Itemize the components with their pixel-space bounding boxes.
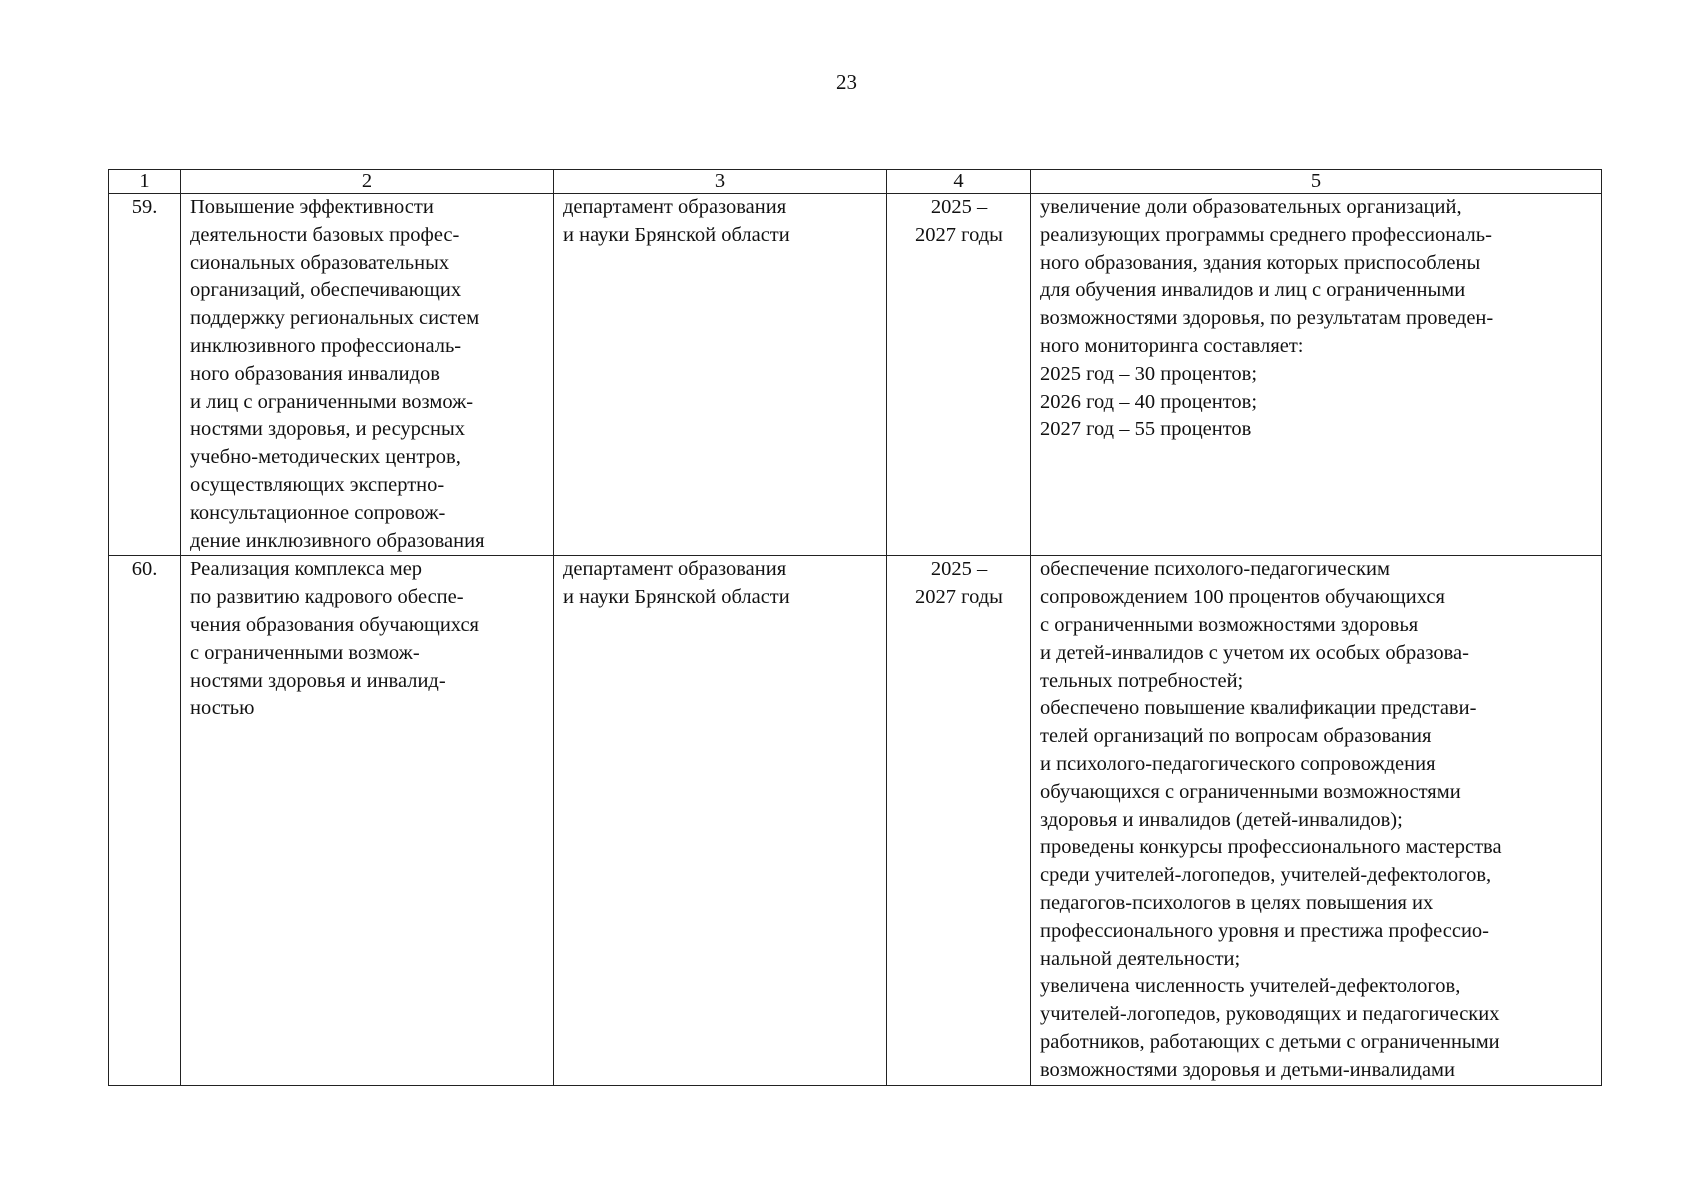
- measure-line: сиональных образовательных: [190, 251, 450, 274]
- measure-line: по развитию кадрового обеспе-: [190, 586, 464, 609]
- column-header: 4: [887, 170, 1031, 194]
- result-line: сопровождением 100 процентов обучающихся: [1040, 586, 1445, 609]
- result-line: ного мониторинга составляет:: [1040, 334, 1304, 357]
- result-line: обеспечение психолого-педагогическим: [1040, 558, 1390, 581]
- executor-line: департамент образования: [563, 196, 787, 218]
- result-cell: [1031, 194, 1602, 556]
- term-cell: [887, 556, 1031, 1085]
- result-line: возможностями здоровья, по результатам проведен-: [1040, 307, 1494, 330]
- measure-line: инклюзивного профессиональ-: [190, 334, 462, 357]
- result-line: ного образования, здания которых приспособлены: [1040, 251, 1481, 274]
- result-line: возможностями здоровья и детьми-инвалидами: [1040, 1058, 1455, 1081]
- measures-table: [108, 169, 1602, 1086]
- column-header: 2: [181, 170, 554, 194]
- measure-line: ностью: [190, 697, 255, 720]
- measure-line: Повышение эффективности: [190, 196, 434, 218]
- result-line: работников, работающих с детьми с ограниченными: [1040, 1030, 1500, 1053]
- column-header: 1: [109, 170, 181, 194]
- result-line: для обучения инвалидов и лиц с ограниченными: [1040, 279, 1466, 302]
- result-line: увеличена численность учителей-дефектологов,: [1040, 975, 1461, 998]
- result-line: обучающихся с ограниченными возможностями: [1040, 780, 1461, 803]
- executor-cell: [554, 556, 887, 1085]
- measure-line: чения образования обучающихся: [190, 613, 479, 636]
- result-line: профессионального уровня и престижа профессио-: [1040, 919, 1490, 942]
- measure-line: Реализация комплекса мер: [190, 558, 423, 581]
- result-line: здоровья и инвалидов (детей-инвалидов);: [1040, 808, 1403, 831]
- measure-line: организаций, обеспечивающих: [190, 279, 462, 302]
- result-line: и психолого-педагогического сопровождения: [1040, 752, 1436, 775]
- measure-line: дение инклюзивного образования: [190, 529, 485, 552]
- result-cell: [1031, 556, 1602, 1085]
- measure-line: с ограниченными возмож-: [190, 641, 420, 664]
- result-line: нальной деятельности;: [1040, 947, 1241, 970]
- result-line: с ограниченными возможностями здоровья: [1040, 613, 1419, 636]
- column-header: 5: [1031, 170, 1602, 194]
- result-line: и детей-инвалидов с учетом их особых образова-: [1040, 641, 1469, 664]
- result-line: проведены конкурсы профессионального мастерства: [1040, 836, 1502, 859]
- result-line: телей организаций по вопросам образования: [1040, 725, 1432, 748]
- result-line: среди учителей-логопедов, учителей-дефектологов,: [1040, 864, 1492, 887]
- term-cell: [887, 194, 1031, 556]
- measure-line: консультационное сопровож-: [190, 501, 446, 524]
- result-line: учителей-логопедов, руководящих и педагогических: [1040, 1003, 1500, 1026]
- result-line: обеспечено повышение квалификации представи-: [1040, 697, 1477, 720]
- measure-line: учебно-методических центров,: [190, 446, 461, 469]
- table-row: [109, 556, 1602, 1085]
- executor-line: и науки Брянской области: [563, 223, 790, 246]
- measure-line: ностями здоровья и инвалид-: [190, 669, 446, 692]
- measure-cell: [181, 556, 554, 1085]
- executor-line: департамент образования: [563, 558, 787, 581]
- measure-cell: [181, 194, 554, 556]
- measure-line: поддержку региональных систем: [190, 307, 480, 330]
- measure-line: ностями здоровья, и ресурсных: [190, 418, 466, 441]
- result-line: тельных потребностей;: [1040, 669, 1244, 692]
- term-line: 2025 –: [930, 196, 988, 218]
- measure-line: ного образования инвалидов: [190, 362, 440, 385]
- measure-line: и лиц с ограниченными возмож-: [190, 390, 474, 413]
- term-line: 2027 годы: [915, 223, 1003, 246]
- result-line: педагогов-психологов в целях повышения их: [1040, 891, 1434, 914]
- result-line: 2027 год – 55 процентов: [1040, 418, 1252, 441]
- measure-line: деятельности базовых профес-: [190, 223, 460, 246]
- page-number: 23: [836, 70, 857, 94]
- term-line: 2027 годы: [915, 586, 1003, 609]
- column-header: 3: [554, 170, 887, 194]
- result-line: 2025 год – 30 процентов;: [1040, 362, 1258, 385]
- executor-line: и науки Брянской области: [563, 586, 790, 609]
- result-line: увеличение доли образовательных организаций,: [1040, 196, 1462, 218]
- result-line: 2026 год – 40 процентов;: [1040, 390, 1258, 413]
- table-header-row: [109, 170, 1602, 194]
- executor-cell: [554, 194, 887, 556]
- table-row: [109, 194, 1602, 556]
- row-number: 59.: [109, 194, 181, 556]
- term-line: 2025 –: [930, 558, 988, 581]
- row-number: 60.: [109, 556, 181, 1085]
- measure-line: осуществляющих экспертно-: [190, 473, 445, 496]
- result-line: реализующих программы среднего профессиональ-: [1040, 223, 1492, 246]
